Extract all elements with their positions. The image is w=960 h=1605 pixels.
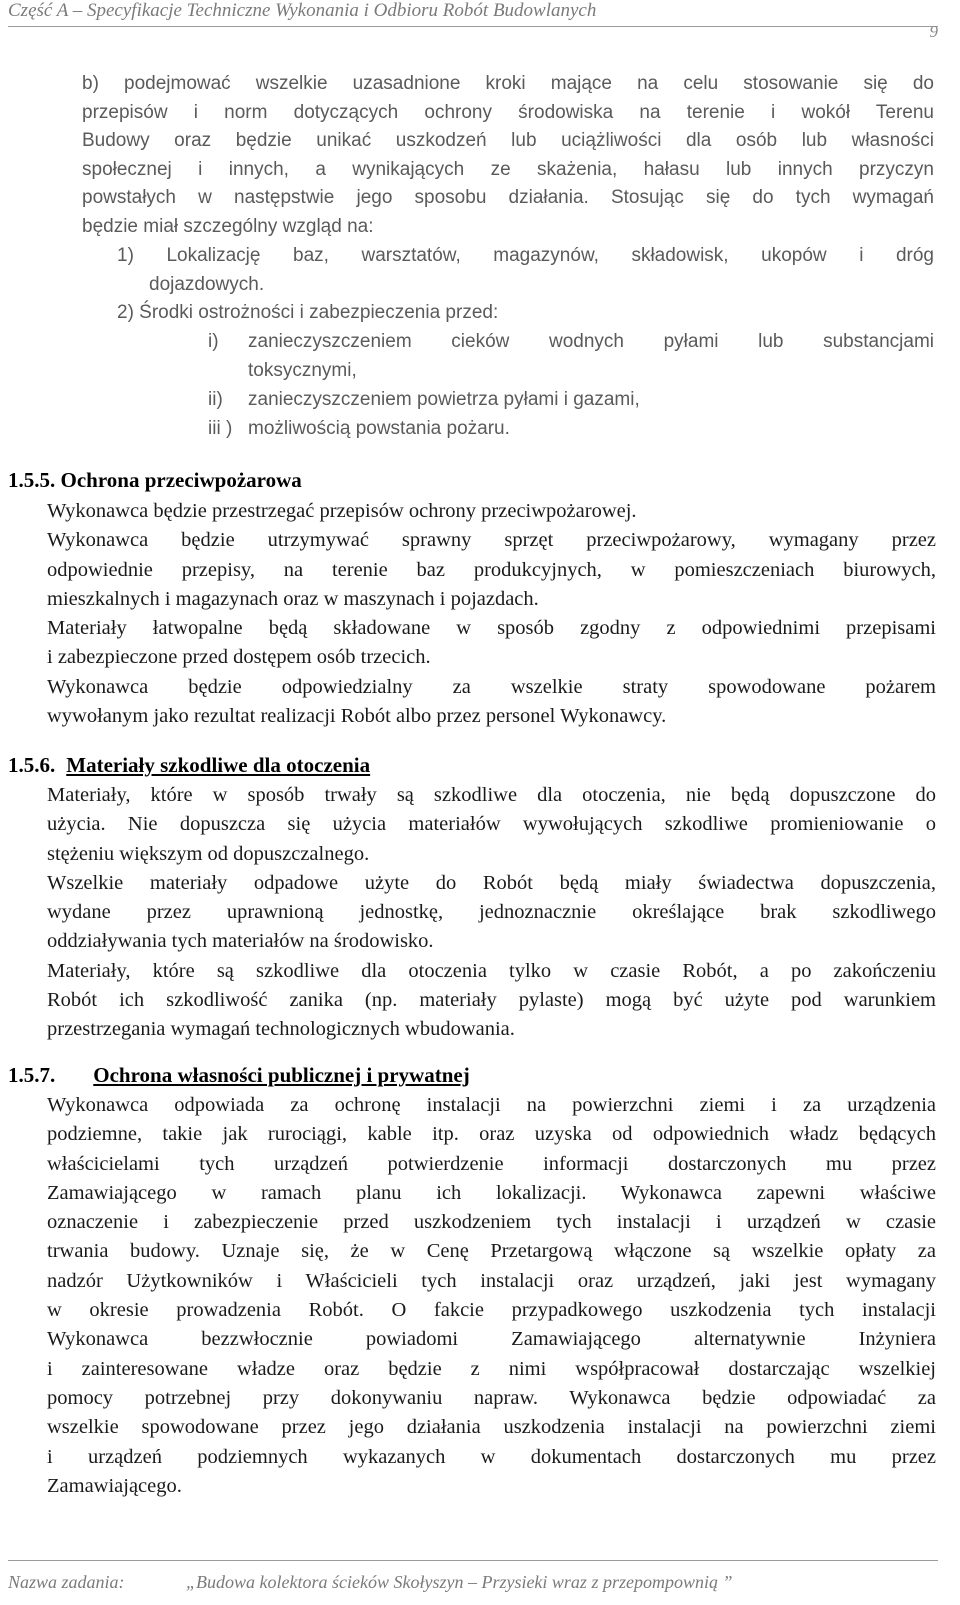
sub-item-number: iii ) — [208, 418, 233, 439]
list-item-1 — [117, 241, 934, 299]
body-line: Wykonawca będzie odpowiedzialny za wszelkie straty spowodowane pożarem — [47, 675, 936, 698]
section-number: 1.5.6. — [8, 753, 56, 777]
sub-item-ii — [208, 385, 934, 414]
body-line: wywołanym jako rezultat realizacji Robót albo przez personel Wykonawcy. — [47, 705, 667, 728]
section-body-1-5-5 — [47, 497, 936, 731]
body-line: i urządzeń podziemnych wykazanych w dokumentach dostarczonych mu przez — [47, 1445, 936, 1468]
footer-label: Nazwa zadania: — [8, 1572, 125, 1592]
paragraph-b-line: będzie miał szczególny wzgląd na: — [82, 215, 374, 237]
list-item-1-line: dojazdowych. — [149, 274, 265, 295]
section-number: 1.5.7. — [8, 1063, 56, 1087]
paragraph-b-line: społecznej i innych, a wynikających ze skażenia, hałasu lub innych przyczyn — [82, 158, 934, 180]
body-line: Materiały łatwopalne będą składowane w sposób zgodny z odpowiednimi przepisami — [47, 617, 936, 640]
page-footer — [8, 1560, 938, 1600]
body-line: nadzór Użytkowników i Właścicieli tych instalacji oraz urządzeń, jaki jest wymagany — [47, 1269, 936, 1292]
sub-item-text: zanieczyszczeniem cieków wodnych pyłami lub substancjami — [248, 331, 934, 352]
body-line: Wykonawca będzie utrzymywać sprawny sprzęt przeciwpożarowy, wymagany przez — [47, 529, 936, 552]
list-item-2 — [117, 298, 934, 327]
paragraph-b-line: powstałych w następstwie jego sposobu działania. Stosując się do tych wymagań — [82, 187, 934, 208]
body-line: Zamawiającego. — [47, 1474, 182, 1497]
paragraph-b-line: b) podejmować wszelkie uzasadnione kroki mające na celu stosowanie się do — [82, 73, 934, 94]
section-heading-1-5-6 — [8, 753, 370, 778]
sub-item-number: ii) — [208, 389, 223, 410]
body-line: przestrzegania wymagań technologicznych wbudowania. — [47, 1018, 515, 1041]
body-line: Wszelkie materiały odpadowe użyte do Robót będą miały świadectwa dopuszczenia, — [47, 871, 936, 894]
body-line: Wykonawca będzie przestrzegać przepisów ochrony przeciwpożarowej. — [47, 500, 637, 522]
list-item-2-text: 2) Środki ostrożności i zabezpieczenia przed: — [117, 302, 499, 323]
body-line: podziemne, takie jak rurociągi, kable itp. oraz uzyska od odpowiednich władz będących — [47, 1123, 936, 1146]
body-line: i zabezpieczone przed dostępem osób trzecich. — [47, 646, 431, 669]
body-line: pomocy potrzebnej przy dokonywaniu napraw. Wykonawca będzie odpowiadać za — [47, 1386, 936, 1409]
section-heading-1-5-5 — [8, 468, 302, 493]
paragraph-b — [82, 70, 934, 241]
section-body-1-5-7 — [47, 1091, 936, 1501]
body-line: wszelkie spowodowane przez jego działania uszkodzenia instalacji na powierzchni ziemi — [47, 1416, 936, 1439]
section-body-1-5-6 — [47, 781, 936, 1045]
body-line: Zamawiającego w ramach planu ich lokalizacji. Wykonawca zapewni właściwe — [47, 1181, 936, 1204]
body-line: w okresie prowadzenia Robót. O fakcie przypadkowego uszkodzenia tych instalacji — [47, 1299, 936, 1322]
body-line: użycia. Nie dopuszcza się użycia materiałów wywołujących szkodliwe promieniowanie o — [47, 813, 936, 836]
body-line: Materiały, które są szkodliwe dla otoczenia tylko w czasie Robót, a po zakończeniu — [47, 959, 936, 982]
body-line: trwania budowy. Uznaje się, że w Cenę Przetargową włączone są wszelkie opłaty za — [47, 1240, 936, 1263]
body-line: Robót ich szkodliwość zanika (np. materiały pylaste) mogą być użyte pod warunkiem — [47, 989, 936, 1012]
body-line: mieszkalnych i magazynach oraz w maszynach i pojazdach. — [47, 587, 539, 610]
body-line: Wykonawca bezzwłocznie powiadomi Zamawiającego alternatywnie Inżyniera — [47, 1328, 936, 1351]
sub-item-i — [208, 327, 934, 385]
footer-divider — [8, 1560, 938, 1561]
list-item-1-line: 1) Lokalizację baz, warsztatów, magazynów, składowisk, ukopów i dróg — [117, 245, 934, 266]
paragraph-b-line: przepisów i norm dotyczących ochrony środowiska na terenie i wokół Terenu — [82, 101, 934, 123]
sub-item-number: i) — [208, 331, 219, 352]
body-line: Materiały, które w sposób trwały są szkodliwe dla otoczenia, nie będą dopuszczone do — [47, 784, 936, 806]
body-line: i zainteresowane władze oraz będzie z nimi współpracował dostarczając wszelkiej — [47, 1357, 936, 1380]
section-title: Materiały szkodliwe dla otoczenia — [66, 753, 371, 777]
sub-item-text: zanieczyszczeniem powietrza pyłami i gazami, — [248, 389, 640, 410]
footer-task-name: „Budowa kolektora ścieków Skołyszyn – Przysieki wraz z przepompownią ” — [186, 1572, 733, 1592]
body-line: właścicielami tych urządzeń potwierdzenie informacji dostarczonych mu przez — [47, 1152, 936, 1175]
page-header — [8, 0, 938, 40]
section-title: Ochrona przeciwpożarowa — [60, 468, 302, 492]
sub-item-line — [208, 385, 934, 414]
section-number: 1.5.5. — [8, 468, 56, 492]
body-line: oddziaływania tych materiałów na środowisko. — [47, 930, 434, 953]
page-number: 9 — [929, 22, 938, 41]
header-title: Część A – Specyfikacje Techniczne Wykonania i Odbioru Robót Budowlanych — [8, 0, 597, 21]
body-line: wydane przez uprawnioną jednostkę, jednoznacznie określające brak szkodliwego — [47, 901, 936, 924]
sub-item-iii — [208, 414, 934, 443]
sub-item-continuation: toksycznymi, — [248, 360, 357, 381]
header-divider — [8, 26, 938, 27]
body-line: stężeniu większym od dopuszczalnego. — [47, 842, 370, 865]
paragraph-b-line: Budowy oraz będzie unikać uszkodzeń lub uciążliwości dla osób lub własności — [82, 130, 934, 151]
sub-item-line — [208, 414, 934, 443]
section-title: Ochrona własności publicznej i prywatnej — [93, 1063, 470, 1087]
body-line: oznaczenie i zabezpieczenie przed uszkodzeniem tych instalacji i urządzeń w czasie — [47, 1211, 936, 1234]
body-line: odpowiednie przepisy, na terenie baz produkcyjnych, w pomieszczeniach biurowych, — [47, 558, 936, 581]
sub-item-text: możliwością powstania pożaru. — [248, 418, 510, 439]
body-line: Wykonawca odpowiada za ochronę instalacji na powierzchni ziemi i za urządzenia — [47, 1094, 936, 1116]
section-heading-1-5-7 — [8, 1063, 470, 1088]
sub-item-line — [208, 327, 934, 356]
